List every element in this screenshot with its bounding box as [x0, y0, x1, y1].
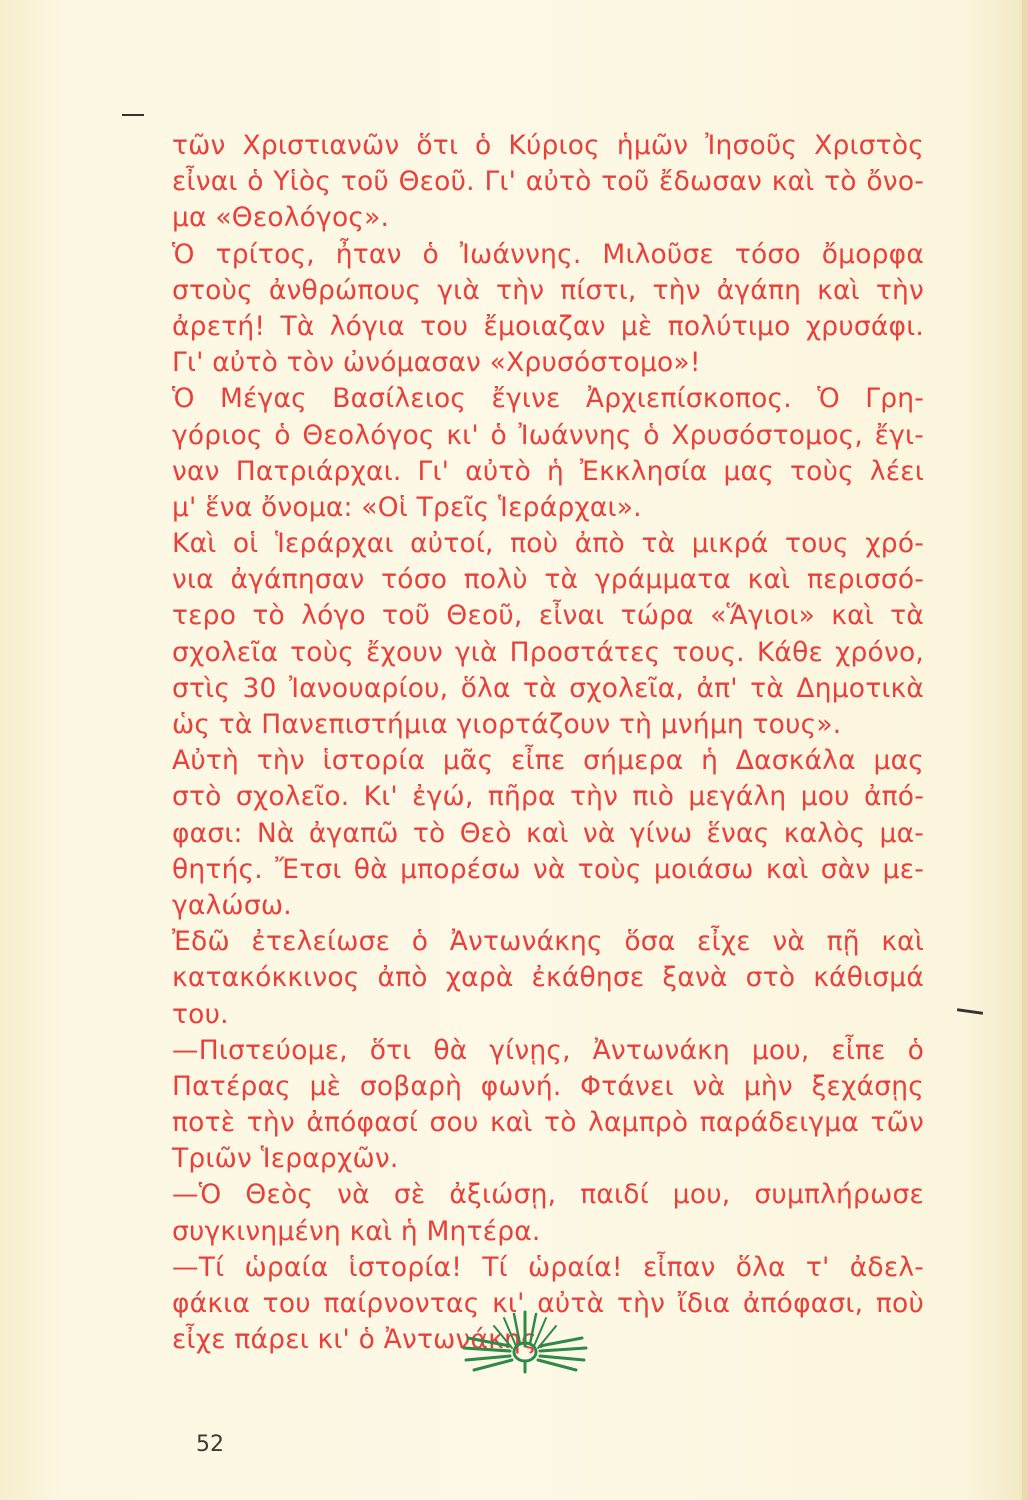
text-line: —Τί ὡραία ἱστορία! Τί ὡραία! εἶπαν ὅλα τ' ἀδελ- — [172, 1251, 924, 1283]
text-line: στὸ σχολεῖο. Κι' ἐγώ, πῆρα τὴν πιὸ μεγάλη μου ἀπό- — [172, 781, 924, 813]
text-line: Πατέρας μὲ σοβαρὴ φωνή. Φτάνει νὰ μὴν ξεχάσῃς — [172, 1070, 924, 1102]
text-line: —Πιστεύομε, ὅτι θὰ γίνῃς, Ἀντωνάκη μου, εἶπε ὁ — [172, 1034, 924, 1066]
text-line: Αὐτὴ τὴν ἱστορία μᾶς εἶπε σήμερα ἡ Δασκάλα μας — [172, 745, 924, 777]
text-line: τῶν Χριστιανῶν ὅτι ὁ Κύριος ἡμῶν Ἰησοῦς Χριστὸς — [172, 130, 924, 161]
text-line: —Ὁ Θεὸς νὰ σὲ ἀξιώσῃ, παιδί μου, συμπλήρωσε — [172, 1179, 924, 1211]
text-line: θητής. Ἔτσι θὰ μπορέσω νὰ τοὺς μοιάσω καὶ σὰν με- — [172, 853, 924, 885]
text-line: συγκινημένη καὶ ἡ Μητέρα. — [172, 1215, 541, 1247]
text-line: φάκια του παίρνοντας κι' αὐτὰ τὴν ἴδια ἀπόφασι, ποὺ — [172, 1288, 924, 1319]
body-text — [172, 128, 924, 1358]
text-line: κατακόκκινος ἀπὸ χαρὰ ἐκάθησε ξανὰ στὸ κάθισμά — [172, 962, 924, 994]
text-line: σχολεῖα τοὺς ἔχουν γιὰ Προστάτες τους. Κάθε χρόνο, — [172, 636, 924, 668]
page-edge — [1022, 0, 1028, 1500]
text-line: ναν Πατριάρχαι. Γι' αὐτὸ ἡ Ἐκκλησία μας τοὺς λέει — [172, 455, 924, 487]
text-line: εἶναι ὁ Υἱὸς τοῦ Θεοῦ. Γι' αὐτὸ τοῦ ἔδωσαν καὶ τὸ ὄνο- — [172, 166, 924, 198]
text-line: μα «Θεολόγος». — [172, 202, 390, 234]
text-line: ὡς τὰ Πανεπιστήμια γιορτάζουν τὴ μνήμη τους». — [172, 709, 842, 740]
text-line: του. — [172, 998, 229, 1030]
text-line: ἀρετή! Τὰ λόγια του ἔμοιαζαν μὲ πολύτιμο χρυσάφι. — [172, 310, 924, 342]
text-line: στοὺς ἀνθρώπους γιὰ τὴν πίστι, τὴν ἀγάπη καὶ τὴν — [172, 274, 924, 306]
text-line: ποτὲ τὴν ἀπόφασί σου καὶ τὸ λαμπρὸ παράδειγμα τῶν — [172, 1107, 924, 1139]
text-line: γαλώσω. — [172, 889, 292, 921]
floral-ornament-icon — [460, 1302, 590, 1374]
text-line: γόριος ὁ Θεολόγος κι' ὁ Ἰωάννης ὁ Χρυσόστομος, ἔγι- — [172, 419, 924, 451]
text-line: εἶχε πάρει κι' ὁ Ἀντωνάκης. — [172, 1324, 546, 1356]
text-line: νια ἀγάπησαν τόσο πολὺ τὰ γράμματα καὶ περισσό- — [172, 564, 924, 596]
text-line: Ὁ τρίτος, ἦταν ὁ Ἰωάννης. Μιλοῦσε τόσο ὄμορφα — [172, 238, 924, 270]
corner-mark — [122, 114, 144, 116]
page-number: 52 — [196, 1432, 224, 1457]
text-line: Γι' αὐτὸ τὸν ὠνόμασαν «Χρυσόστομο»! — [172, 347, 701, 379]
text-line: Τριῶν Ἱεραρχῶν. — [172, 1143, 399, 1175]
text-line: στὶς 30 Ἰανουαρίου, ὅλα τὰ σχολεῖα, ἀπ' τὰ Δημοτικὰ — [172, 672, 924, 704]
text-line: Ἐδῶ ἐτελείωσε ὁ Ἀντωνάκης ὅσα εἶχε νὰ πῇ καὶ — [172, 926, 924, 958]
text-line: Καὶ οἱ Ἱεράρχαι αὐτοί, ποὺ ἀπὸ τὰ μικρά τους χρό- — [172, 528, 924, 560]
text-line: μ' ἕνα ὄνομα: «Οἱ Τρεῖς Ἱεράρχαι». — [172, 491, 642, 523]
text-line: τερο τὸ λόγο τοῦ Θεοῦ, εἶναι τώρα «Ἅγιοι» καὶ τὰ — [172, 600, 924, 632]
text-line: φασι: Νὰ ἀγαπῶ τὸ Θεὸ καὶ νὰ γίνω ἕνας καλὸς μα- — [172, 817, 924, 849]
text-line: Ὁ Μέγας Βασίλειος ἔγινε Ἀρχιεπίσκοπος. Ὁ Γρη- — [172, 383, 924, 415]
margin-mark — [957, 1008, 983, 1015]
